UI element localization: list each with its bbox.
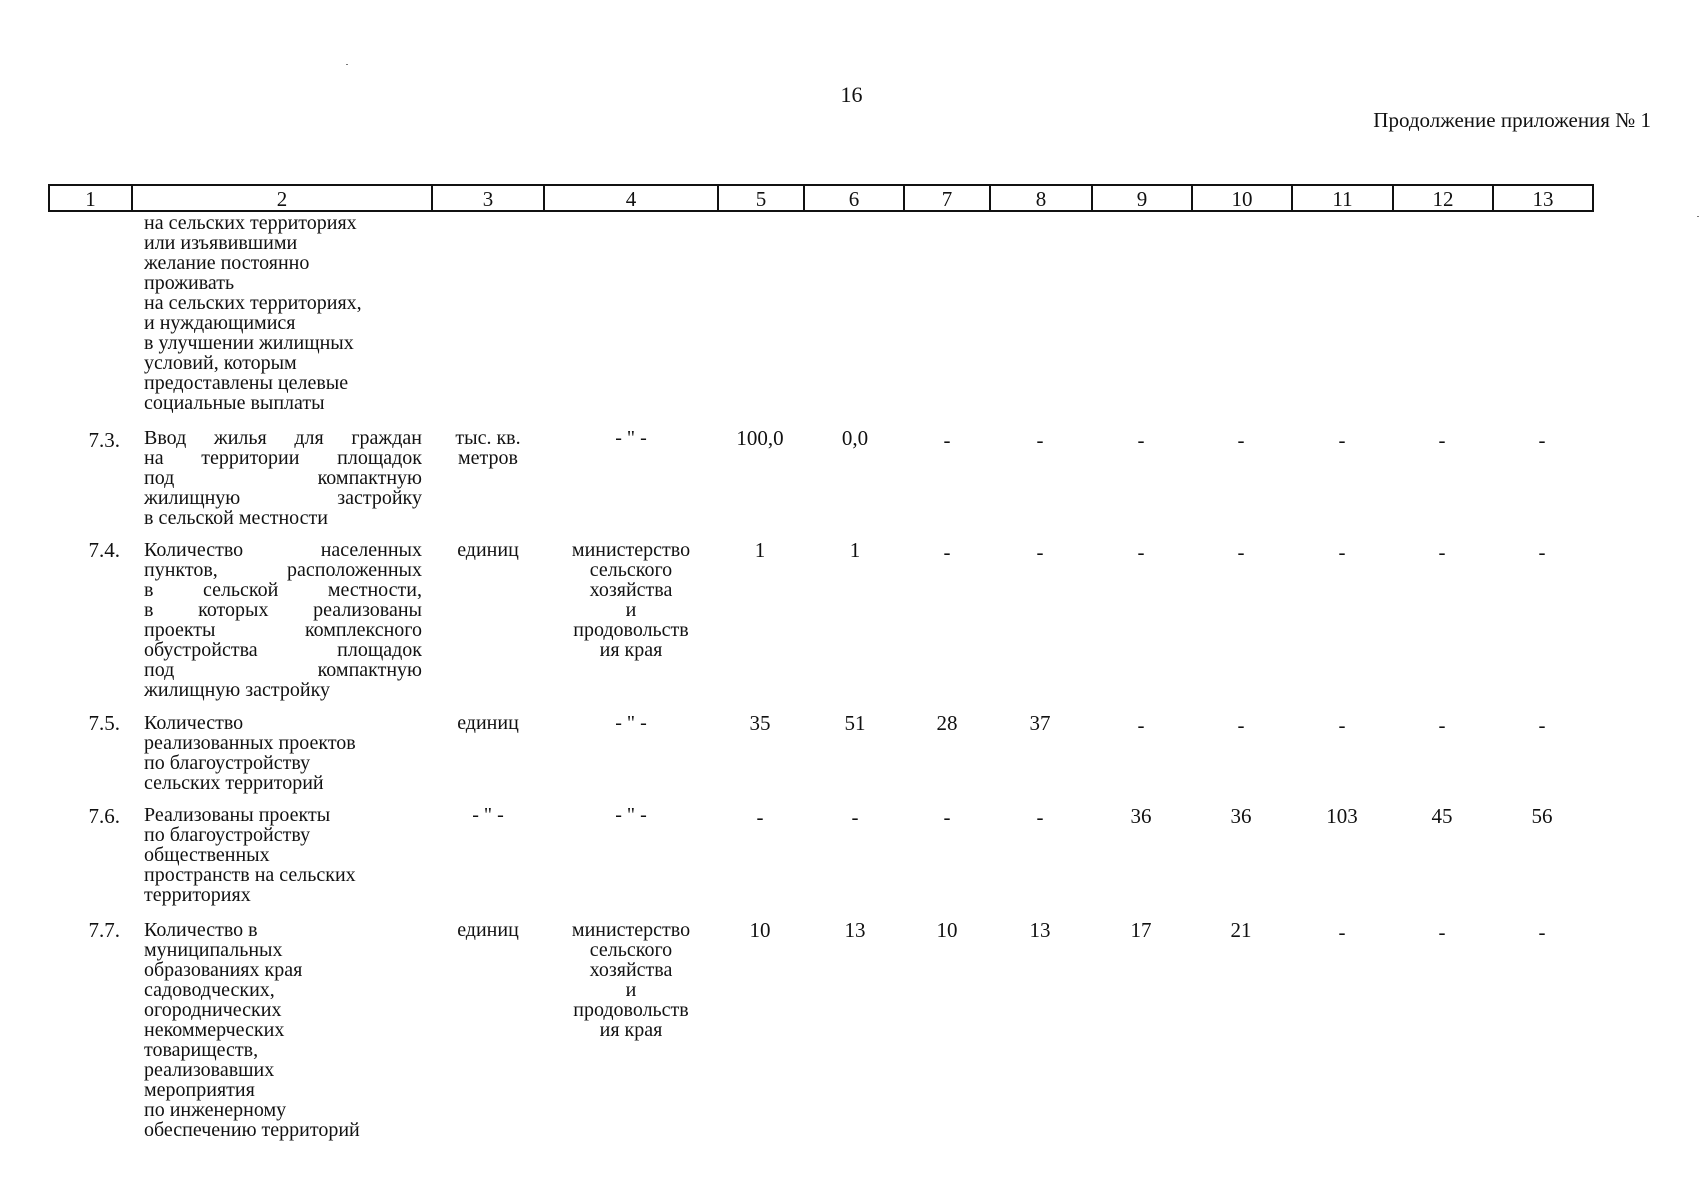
value-cell: 37 [1029,711,1051,735]
value-cell: - [1438,713,1446,737]
value-cell: 103 [1326,804,1358,828]
value-cell: - [1036,428,1044,452]
value-cell: - [943,428,951,452]
col-header-10: 10 [1191,184,1293,212]
value-cell: - [1338,428,1346,452]
row-unit: тыс. кв. метров [455,427,521,469]
col-header-8: 8 [989,184,1093,212]
col-header-11: 11 [1291,184,1394,212]
row-responsible: - " - [615,427,647,449]
row-number: 7.6. [88,804,120,828]
page-number: 16 [840,82,863,107]
value-cell: 45 [1431,804,1453,828]
row-unit: единиц [457,919,519,941]
value-cell: - [1036,805,1044,829]
value-cell: 13 [844,918,866,942]
value-cell: 36 [1230,804,1252,828]
row-responsible: - " - [615,804,647,826]
row-responsible: министерство сельского хозяйства и продовольств ия края [571,539,691,661]
col-header-6: 6 [803,184,905,212]
value-cell: - [1237,540,1245,564]
value-cell: 100,0 [736,426,784,450]
value-cell: - [1538,540,1546,564]
col-header-4: 4 [543,184,719,212]
continuation-description: на сельских территориях или изъявившими желание постоянно проживать на сельских территориях, и нуждающимися в улучшении жилищных условий, которым предоставлены целевые социальные выплаты [144,212,362,414]
row-unit: - " - [472,804,504,826]
row-unit: единиц [457,539,519,561]
value-cell: 10 [749,918,771,942]
value-cell: - [1438,428,1446,452]
value-cell: - [1438,540,1446,564]
row-responsible: - " - [615,712,647,734]
value-cell: 1 [849,538,861,562]
value-cell: - [1036,540,1044,564]
col-header-2: 2 [131,184,433,212]
scan-speck [1697,216,1699,217]
value-cell: 17 [1130,918,1152,942]
appendix-note: Продолжение приложения № 1 [1373,108,1651,132]
value-cell: - [1538,428,1546,452]
value-cell: - [943,540,951,564]
value-cell: - [1137,428,1145,452]
value-cell: 56 [1531,804,1553,828]
value-cell: - [1438,920,1446,944]
value-cell: - [1237,428,1245,452]
value-cell: 51 [844,711,866,735]
value-cell: - [943,805,951,829]
row-description: Количество населенных пунктов, расположенных в сельской местности, в которых реализованы проекты комплексного обустройства площадок под компактную жилищную застройку [144,539,422,701]
scan-speck [346,64,348,65]
value-cell: 21 [1230,918,1252,942]
value-cell: - [756,805,764,829]
row-description: Количество в муниципальных образованиях края садоводческих, огороднических некоммерческих товариществ, реализовавших мероприятия по инженерному обеспечению территорий [144,919,360,1141]
value-cell: 28 [936,711,958,735]
row-number: 7.3. [88,428,120,452]
value-cell: 1 [754,538,766,562]
value-cell: - [1538,713,1546,737]
value-cell: 0,0 [841,426,869,450]
value-cell: - [1137,713,1145,737]
row-number: 7.4. [88,538,120,562]
value-cell: - [851,805,859,829]
value-cell: - [1338,540,1346,564]
col-header-13: 13 [1492,184,1594,212]
value-cell: - [1137,540,1145,564]
row-description: Количество реализованных проектов по благоустройству сельских территорий [144,712,356,794]
row-responsible: министерство сельского хозяйства и продовольств ия края [571,919,691,1041]
col-header-5: 5 [717,184,805,212]
row-description: Реализованы проекты по благоустройству общественных пространств на сельских территориях [144,804,356,906]
col-header-7: 7 [903,184,991,212]
value-cell: 36 [1130,804,1152,828]
row-unit: единиц [457,712,519,734]
value-cell: - [1538,920,1546,944]
row-number: 7.5. [88,711,120,735]
value-cell: - [1237,713,1245,737]
col-header-3: 3 [431,184,545,212]
value-cell: 35 [749,711,771,735]
value-cell: 10 [936,918,958,942]
row-number: 7.7. [88,918,120,942]
value-cell: - [1338,920,1346,944]
value-cell: - [1338,713,1346,737]
row-description: Ввод жилья для граждан на территории площадок под компактную жилищную застройку в сельской местности [144,427,422,529]
col-header-9: 9 [1091,184,1193,212]
col-header-1: 1 [48,184,133,212]
value-cell: 13 [1029,918,1051,942]
col-header-12: 12 [1392,184,1494,212]
